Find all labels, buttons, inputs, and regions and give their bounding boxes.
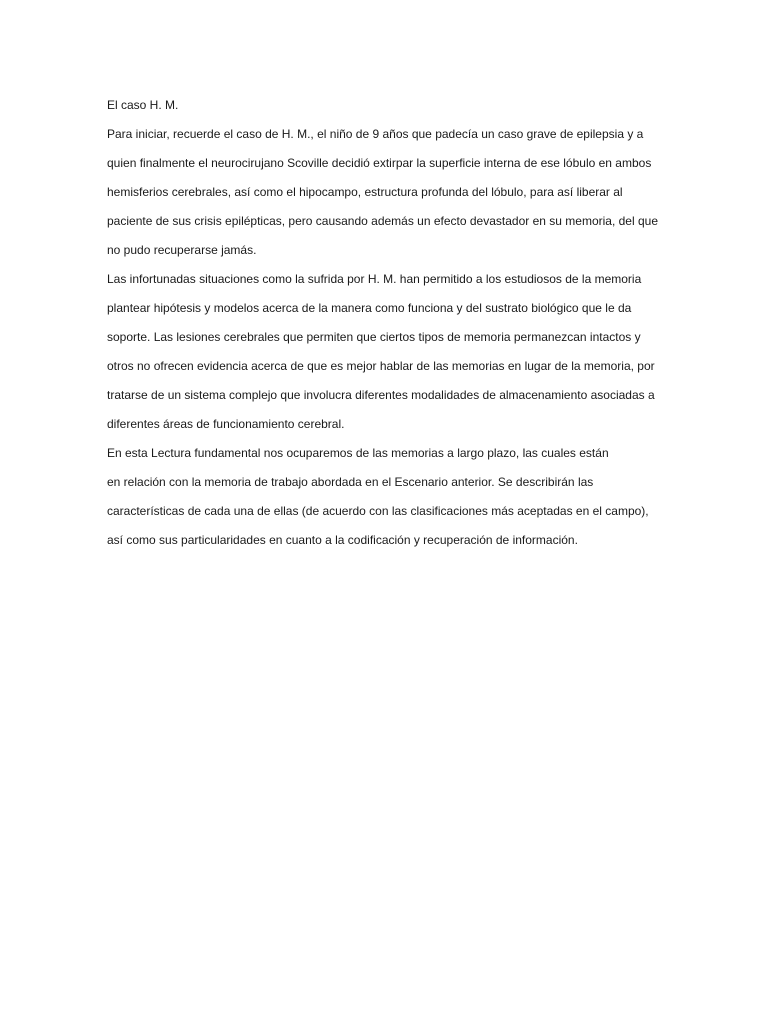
- paragraph: hemisferios cerebrales, así como el hipocampo, estructura profunda del lóbulo, para así liberar al: [107, 185, 623, 199]
- paragraph: paciente de sus crisis epilépticas, pero causando además un efecto devastador en su memoria, del que: [107, 214, 658, 228]
- paragraph: Las infortunadas situaciones como la sufrida por H. M. han permitido a los estudiosos de la memoria: [107, 272, 642, 286]
- paragraph: soporte. Las lesiones cerebrales que permiten que ciertos tipos de memoria permanezcan intactos y: [107, 330, 641, 344]
- paragraph: diferentes áreas de funcionamiento cerebral.: [107, 417, 345, 431]
- paragraph: tratarse de un sistema complejo que involucra diferentes modalidades de almacenamiento asociadas a: [107, 388, 655, 402]
- paragraph: no pudo recuperarse jamás.: [107, 243, 257, 257]
- paragraph: en relación con la memoria de trabajo abordada en el Escenario anterior. Se describirán las: [107, 475, 594, 489]
- paragraph: plantear hipótesis y modelos acerca de la manera como funciona y del sustrato biológico que le da: [107, 301, 632, 315]
- document-page: [107, 96, 667, 560]
- paragraph: así como sus particularidades en cuanto a la codificación y recuperación de información.: [107, 533, 578, 547]
- document-title: El caso H. M.: [107, 98, 179, 112]
- paragraph: otros no ofrecen evidencia acerca de que es mejor hablar de las memorias en lugar de la memoria, por: [107, 359, 655, 373]
- paragraph: Para iniciar, recuerde el caso de H. M., el niño de 9 años que padecía un caso grave de epilepsia y a: [107, 127, 644, 141]
- paragraph: En esta Lectura fundamental nos ocuparemos de las memorias a largo plazo, las cuales están: [107, 446, 609, 460]
- paragraph: características de cada una de ellas (de acuerdo con las clasificaciones más aceptadas en el campo),: [107, 504, 649, 518]
- paragraph: quien finalmente el neurocirujano Scoville decidió extirpar la superficie interna de ese lóbulo en ambos: [107, 156, 652, 170]
